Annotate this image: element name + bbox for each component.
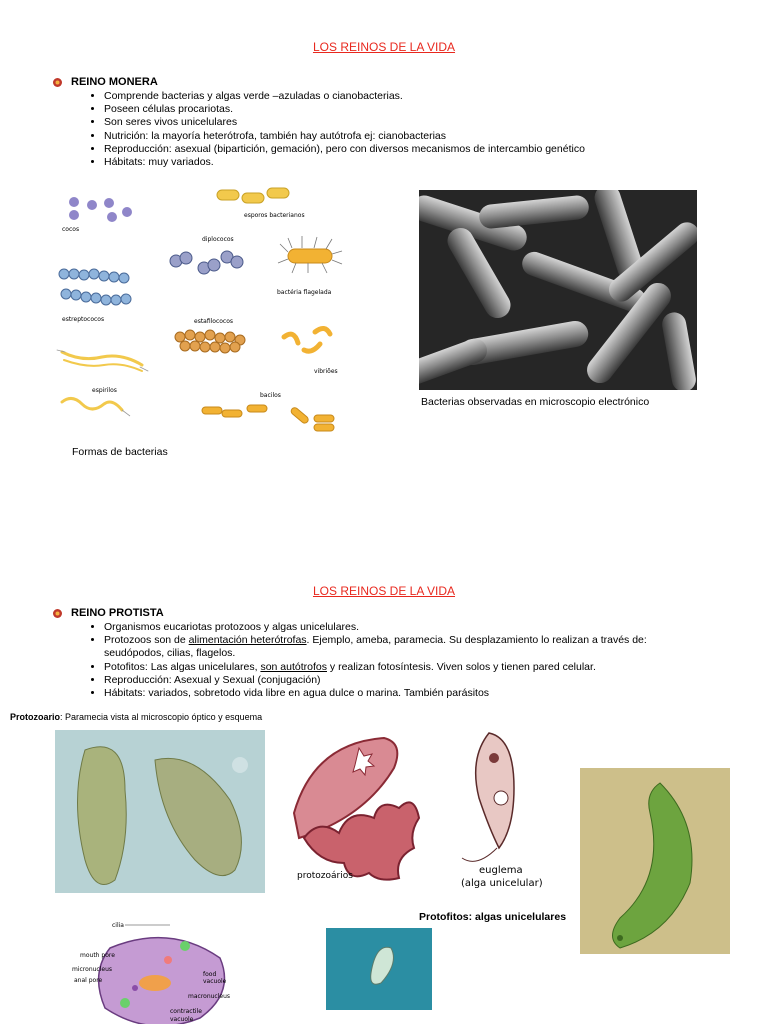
label-food: food [203, 971, 217, 978]
flagelada-shape [278, 236, 342, 273]
vibrioes-shapes [284, 328, 330, 351]
protista-points-list [88, 621, 744, 700]
label-diplococos: diplococos [202, 236, 234, 243]
label-vibrioes: vibriões [314, 368, 338, 375]
label-estreptococos: estreptococos [62, 316, 105, 323]
list-item: • Son seres vivos unicelulares [104, 116, 744, 129]
flower-bullet-icon [52, 608, 63, 619]
label-anal-pore: anal pore [74, 977, 103, 984]
kingdom-protista-heading [52, 607, 164, 619]
bacteria-forms-diagram [52, 182, 356, 440]
espirilo-small-shape [62, 398, 130, 416]
diplococos-shapes [170, 251, 243, 274]
list-item: • Protozoos son de alimentación heterótrofas. Ejemplo, ameba, paramecia. Su desplazamiento lo realizan a través de: seudópodos, cilias, flagelos. [104, 634, 744, 660]
electron-micrograph-image [419, 190, 697, 390]
label-alga-unicelular: (alga unicelular) [461, 878, 543, 889]
estafilococos-shapes [175, 330, 245, 353]
kingdom-monera-label: REINO MONERA [71, 76, 158, 88]
list-item: • Reproducción: Asexual y Sexual (conjugación) [104, 674, 744, 687]
list-item-continuation: seudópodos, cilias, flagelos. [104, 647, 236, 660]
label-espirilos: espirilos [92, 387, 117, 394]
protozoa-drawing [289, 728, 555, 906]
label-contractile-vacuole: vacuole [170, 1016, 194, 1023]
monera-points-list [88, 90, 744, 169]
label-mouth-pore: mouth pore [80, 952, 115, 959]
list-item: • Reproducción: asexual (bipartición, gemación), pero con diversos mecanismos de intercambio genético [104, 143, 744, 156]
protofitos-caption: Protofitos: algas unicelulares [419, 911, 567, 923]
electron-micrograph-caption: Bacterias observadas en microscopio electrónico [421, 396, 650, 408]
list-item: • Poseen células procariotas. [104, 103, 744, 116]
label-macronucleus: macronucleus [188, 993, 231, 1000]
label-cilia: cilia [112, 922, 124, 929]
espirilos-shapes [57, 350, 148, 371]
label-flagelada: bactéria flagelada [277, 289, 332, 296]
label-food-vacuole: vacuole [203, 978, 227, 985]
kingdom-protista-label: REINO PROTISTA [71, 607, 164, 619]
paramecium-schema [70, 918, 250, 1024]
label-bacilos: bacilos [260, 392, 281, 399]
label-micronucleus: micronucleus [72, 966, 113, 973]
kingdom-monera-heading [52, 76, 158, 88]
list-item: • Organismos eucariotas protozoos y algas unicelulares. [104, 621, 744, 634]
list-item: • Comprende bacterias y algas verde –azuladas o cianobacterias. [104, 90, 744, 103]
esporos-shapes [217, 188, 289, 203]
cocos-shapes [69, 197, 132, 222]
list-item: • Hábitats: muy variados. [104, 156, 744, 169]
section1-title: LOS REINOS DE LA VIDA [312, 40, 456, 54]
estreptococos-shapes [59, 269, 131, 305]
bacilos-shapes [202, 405, 334, 431]
label-contractile: contractile [170, 1008, 202, 1015]
label-esporos: esporos bacterianos [244, 212, 305, 219]
protozoario-caption: Protozoario: Paramecia vista al microscopio óptico y esquema [10, 712, 263, 722]
flower-bullet-icon [52, 77, 63, 88]
label-cocos: cocos [62, 226, 80, 233]
small-alga-micrograph-image [326, 928, 432, 1010]
label-estafilococos: estafilococos [194, 318, 234, 325]
paramecia-micrograph-image [55, 730, 265, 893]
bacteria-forms-caption: Formas de bacterias [72, 446, 168, 458]
label-protozoarios: protozoários [297, 871, 353, 881]
list-item: • Nutrición: la mayoría heterótrofa, también hay autótrofa ej: cianobacterias [104, 130, 744, 143]
list-item: • Hábitats: variados, sobretodo vida libre en agua dulce o marina. También parásitos [104, 687, 744, 700]
list-item: • Potofitos: Las algas unicelulares, son autótrofos y realizan fotosíntesis. Viven solos y tienen pared celular. [104, 661, 744, 674]
label-euglena: euglema [479, 865, 523, 876]
green-alga-micrograph-image [580, 768, 730, 954]
section2-title: LOS REINOS DE LA VIDA [312, 584, 456, 598]
